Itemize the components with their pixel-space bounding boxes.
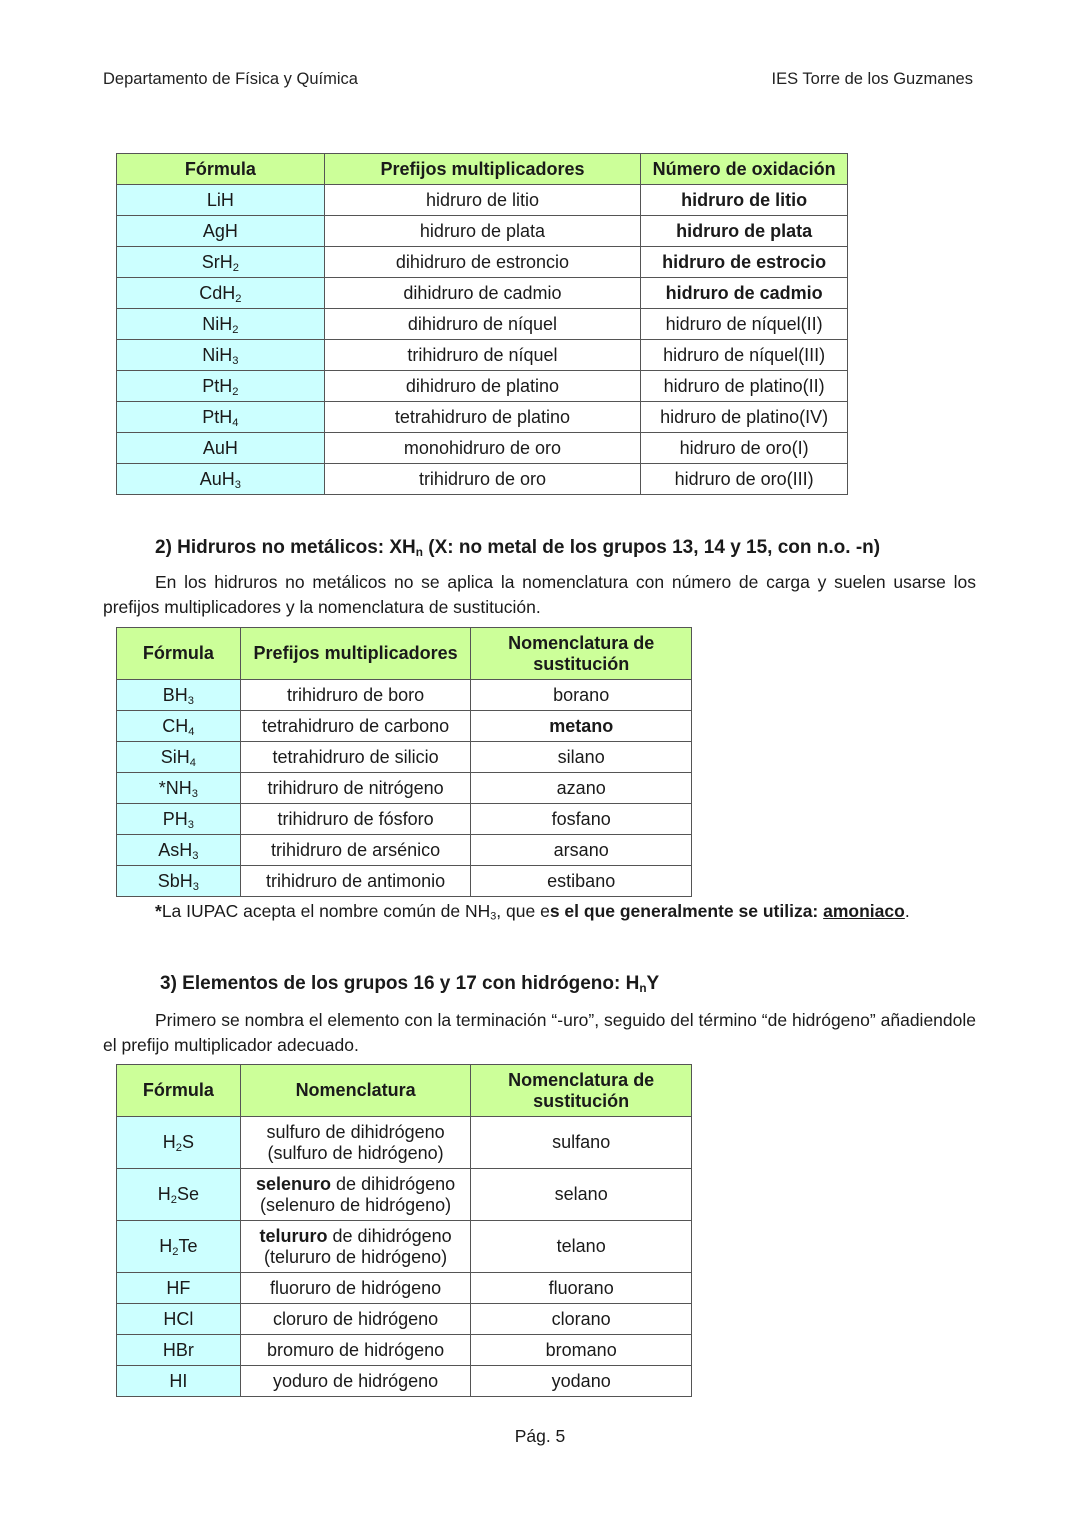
substitution-name-cell: fosfano — [471, 804, 692, 835]
formula-cell — [117, 278, 325, 309]
section3-title-subscript: n — [639, 981, 647, 995]
prefix-name-cell: trihidruro de boro — [240, 680, 471, 711]
oxidation-name-cell: hidruro de níquel(III) — [641, 340, 848, 371]
prefix-name-cell: hidruro de litio — [324, 185, 641, 216]
note-text-c: s el que generalmente se utiliza: — [549, 901, 824, 921]
col-header-formula: Fórmula — [117, 154, 325, 185]
oxidation-name-cell: hidruro de oro(III) — [641, 464, 848, 495]
nomenclature-line2: (selenuro de hidrógeno) — [260, 1194, 452, 1215]
nomenclature-cell — [240, 1169, 471, 1221]
page-number: Pág. 5 — [514, 1426, 566, 1446]
formula-subscript: 2 — [232, 261, 239, 274]
section2-title — [155, 537, 880, 559]
section3-title — [160, 973, 659, 995]
formula-cell — [117, 1117, 241, 1169]
formula-cell: HF — [117, 1273, 241, 1304]
table-row — [117, 371, 848, 402]
prefix-name-cell: trihidruro de oro — [324, 464, 641, 495]
section3-title-end: Y — [646, 973, 660, 994]
col-header-substitution: Nomenclatura de sustitución — [471, 628, 692, 680]
substitution-name-cell: metano — [471, 711, 692, 742]
prefix-name-cell: trihidruro de antimonio — [240, 866, 471, 897]
formula-cell — [117, 185, 325, 216]
oxidation-name-cell: hidruro de cadmio — [641, 278, 848, 309]
nomenclature-cell — [240, 1117, 471, 1169]
formula-cell — [117, 309, 325, 340]
formula-subscript: 3 — [234, 478, 241, 491]
substitution-name-cell: sulfano — [471, 1117, 692, 1169]
substitution-name-cell: clorano — [471, 1304, 692, 1335]
nomenclature-cell: bromuro de hidrógeno — [240, 1335, 471, 1366]
nomenclature-line1 — [241, 1174, 471, 1195]
oxidation-name-cell: hidruro de níquel(II) — [641, 309, 848, 340]
formula-symbol: PtH — [202, 375, 233, 396]
formula-symbol-tail: Te — [178, 1236, 198, 1256]
formula-symbol: AuH — [199, 468, 235, 489]
formula-subscript: 3 — [187, 694, 194, 707]
substitution-name-cell: fluorano — [471, 1273, 692, 1304]
nomenclature-cell: yoduro de hidrógeno — [240, 1366, 471, 1397]
formula-symbol: H — [159, 1236, 173, 1256]
table-header-row — [117, 628, 692, 680]
col-header-formula: Fórmula — [117, 628, 241, 680]
note-asterisk: * — [155, 901, 162, 921]
prefix-name-cell: tetrahidruro de carbono — [240, 711, 471, 742]
table-header-row — [117, 1065, 692, 1117]
formula-subscript: 2 — [235, 292, 242, 305]
formula-symbol: PH — [162, 808, 188, 829]
prefix-name-cell: dihidruro de cadmio — [324, 278, 641, 309]
substitution-name-cell: telano — [471, 1221, 692, 1273]
table-row — [117, 185, 848, 216]
formula-cell — [117, 247, 325, 278]
ammonia-note — [155, 901, 910, 922]
formula-subscript: 4 — [188, 725, 195, 738]
substitution-name-cell: silano — [471, 742, 692, 773]
substitution-name-cell: estibano — [471, 866, 692, 897]
prefix-name-cell: tetrahidruro de silicio — [240, 742, 471, 773]
section2-title-text: 2) Hidruros no metálicos: XH — [155, 537, 416, 558]
table-row — [117, 680, 692, 711]
table-row — [117, 1366, 692, 1397]
nomenclature-cell: fluoruro de hidrógeno — [240, 1273, 471, 1304]
formula-subscript: 3 — [191, 787, 198, 800]
nomenclature-line1-text: sulfuro de dihidrógeno — [266, 1121, 445, 1142]
formula-subscript: 4 — [189, 756, 196, 769]
prefix-name-cell: dihidruro de platino — [324, 371, 641, 402]
formula-symbol: PtH — [202, 406, 233, 427]
formula-symbol: AgH — [202, 220, 238, 241]
table-row — [117, 835, 692, 866]
nomenclature-bold-part: telururo — [259, 1225, 328, 1246]
metal-hydrides-table — [116, 153, 848, 495]
note-subscript: 3 — [490, 910, 497, 923]
table-row — [117, 464, 848, 495]
prefix-name-cell: trihidruro de fósforo — [240, 804, 471, 835]
oxidation-name-cell: hidruro de estrocio — [641, 247, 848, 278]
formula-subscript: 2 — [170, 1193, 177, 1206]
formula-subscript: 4 — [232, 416, 239, 429]
formula-cell — [117, 866, 241, 897]
formula-cell — [117, 340, 325, 371]
formula-symbol: AsH — [158, 839, 193, 860]
table-row — [117, 742, 692, 773]
table-row — [117, 340, 848, 371]
formula-cell — [117, 216, 325, 247]
oxidation-name-cell: hidruro de oro(I) — [641, 433, 848, 464]
prefix-name-cell: trihidruro de níquel — [324, 340, 641, 371]
section2-paragraph: En los hidruros no metálicos no se aplica la nomenclatura con número de carga y suelen usarse los prefijos multiplicadores y la nomenclatura de sustitución. — [103, 572, 976, 617]
formula-cell — [117, 371, 325, 402]
formula-symbol: SrH — [201, 251, 233, 272]
table-row — [117, 773, 692, 804]
oxidation-name-cell: hidruro de litio — [641, 185, 848, 216]
formula-symbol: H — [157, 1184, 171, 1204]
substitution-name-cell: azano — [471, 773, 692, 804]
nomenclature-line1 — [241, 1226, 471, 1247]
nonmetal-hydrides-table — [116, 627, 692, 897]
col-header-prefixes: Prefijos multiplicadores — [240, 628, 471, 680]
table-row — [117, 433, 848, 464]
formula-cell: HBr — [117, 1335, 241, 1366]
prefix-name-cell: monohidruro de oro — [324, 433, 641, 464]
section2-title-detail: (X: no metal de los grupos 13, 14 y 15, con n.o. -n) — [422, 537, 881, 558]
oxidation-name-cell: hidruro de platino(II) — [641, 371, 848, 402]
formula-subscript: 2 — [175, 1141, 182, 1154]
substitution-name-cell: selano — [471, 1169, 692, 1221]
prefix-name-cell: trihidruro de arsénico — [240, 835, 471, 866]
formula-cell — [117, 742, 241, 773]
nomenclature-line1-text: de dihidrógeno — [331, 1173, 456, 1194]
nomenclature-line2: (telururo de hidrógeno) — [264, 1246, 448, 1267]
formula-subscript: 3 — [192, 849, 199, 862]
formula-subscript: 3 — [187, 818, 194, 831]
table-row — [117, 1273, 692, 1304]
nomenclature-line2: (sulfuro de hidrógeno) — [267, 1142, 444, 1163]
formula-cell — [117, 402, 325, 433]
formula-subscript: 2 — [232, 385, 239, 398]
formula-subscript: 2 — [232, 323, 239, 336]
table-header-row — [117, 154, 848, 185]
formula-symbol-tail: S — [182, 1132, 195, 1152]
formula-symbol: SbH — [157, 870, 193, 891]
prefix-name-cell: tetrahidruro de platino — [324, 402, 641, 433]
note-text-b: , que e — [496, 901, 550, 921]
formula-symbol-tail: Se — [176, 1184, 200, 1204]
note-ammonia: amoniaco — [823, 901, 905, 921]
oxidation-name-cell: hidruro de platino(IV) — [641, 402, 848, 433]
formula-symbol: NiH — [202, 344, 233, 365]
nomenclature-line1 — [241, 1122, 471, 1143]
formula-cell — [117, 1221, 241, 1273]
formula-cell — [117, 804, 241, 835]
prefix-name-cell: hidruro de plata — [324, 216, 641, 247]
formula-symbol: BH — [162, 684, 188, 705]
note-text-a: La IUPAC acepta el nombre común de NH — [161, 901, 491, 921]
oxidation-name-cell: hidruro de plata — [641, 216, 848, 247]
formula-cell — [117, 433, 325, 464]
formula-cell — [117, 711, 241, 742]
table-row — [117, 1335, 692, 1366]
formula-cell: HI — [117, 1366, 241, 1397]
table-row — [117, 309, 848, 340]
nomenclature-line1-text: de dihidrógeno — [327, 1225, 452, 1246]
table-row — [117, 1117, 692, 1169]
prefix-name-cell: trihidruro de nitrógeno — [240, 773, 471, 804]
header-school: IES Torre de los Guzmanes — [771, 70, 973, 88]
section3-paragraph: Primero se nombra el elemento con la terminación “-uro”, seguido del término “de hidrógeno” añadiendole el prefijo multiplicador adecuado. — [103, 1010, 976, 1055]
table-row — [117, 866, 692, 897]
table-row — [117, 1169, 692, 1221]
table-row — [117, 711, 692, 742]
formula-symbol: H — [162, 1132, 176, 1152]
formula-cell — [117, 680, 241, 711]
col-header-nomenclature: Nomenclatura — [240, 1065, 471, 1117]
col-header-oxidation: Número de oxidación — [641, 154, 848, 185]
formula-symbol: LiH — [206, 189, 234, 210]
table-row — [117, 402, 848, 433]
note-text-e: . — [904, 901, 910, 921]
formula-cell — [117, 464, 325, 495]
header-department: Departamento de Física y Química — [103, 70, 358, 88]
nomenclature-bold-part: selenuro — [256, 1173, 332, 1194]
formula-symbol: AuH — [202, 437, 238, 458]
substitution-name-cell: yodano — [471, 1366, 692, 1397]
formula-symbol: CdH — [199, 282, 236, 303]
table-row — [117, 216, 848, 247]
table-row — [117, 1221, 692, 1273]
formula-cell: HCl — [117, 1304, 241, 1335]
formula-cell — [117, 1169, 241, 1221]
formula-cell — [117, 835, 241, 866]
section2-title-subscript: n — [415, 545, 423, 559]
table-row — [117, 1304, 692, 1335]
prefix-name-cell: dihidruro de estroncio — [324, 247, 641, 278]
formula-symbol: *NH — [158, 777, 192, 798]
prefix-name-cell: dihidruro de níquel — [324, 309, 641, 340]
table-row — [117, 278, 848, 309]
section3-title-text: 3) Elementos de los grupos 16 y 17 con hidrógeno: H — [160, 973, 640, 994]
col-header-formula: Fórmula — [117, 1065, 241, 1117]
nomenclature-cell — [240, 1221, 471, 1273]
formula-subscript: 3 — [232, 354, 239, 367]
col-header-substitution: Nomenclatura de sustitución — [471, 1065, 692, 1117]
formula-subscript: 2 — [172, 1245, 179, 1258]
formula-symbol: SiH — [160, 746, 190, 767]
substitution-name-cell: arsano — [471, 835, 692, 866]
formula-symbol: NiH — [202, 313, 233, 334]
substitution-name-cell: bromano — [471, 1335, 692, 1366]
group16-17-hydrides-table — [116, 1064, 692, 1397]
formula-cell — [117, 773, 241, 804]
table-row — [117, 247, 848, 278]
formula-subscript: 3 — [192, 880, 199, 893]
table-row — [117, 804, 692, 835]
substitution-name-cell: borano — [471, 680, 692, 711]
nomenclature-cell: cloruro de hidrógeno — [240, 1304, 471, 1335]
formula-symbol: CH — [162, 715, 189, 736]
col-header-prefixes: Prefijos multiplicadores — [324, 154, 641, 185]
